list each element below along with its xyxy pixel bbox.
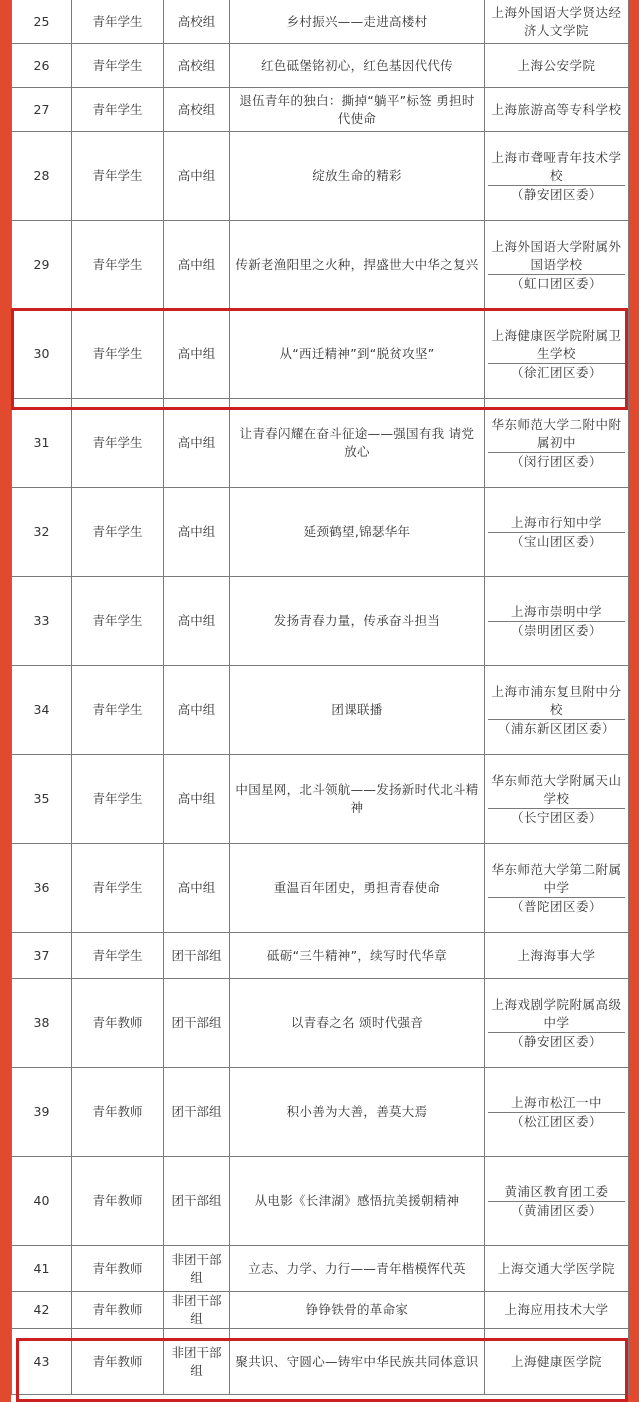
- cell-unit: [485, 577, 629, 666]
- cell-category: 青年教师: [72, 1292, 164, 1329]
- cell-category: 青年学生: [72, 44, 164, 88]
- cell-category: 青年学生: [72, 933, 164, 979]
- unit-school: 上海健康医学院附属卫生学校: [488, 327, 625, 364]
- cell-number: 37: [12, 933, 72, 979]
- cell-number: 31: [12, 399, 72, 488]
- cell-group: 高中组: [164, 755, 230, 844]
- cell-group: 高中组: [164, 221, 230, 310]
- cell-category: 青年教师: [72, 1157, 164, 1246]
- cell-number: 38: [12, 979, 72, 1068]
- cell-title: 立志、力学、力行——青年楷模恽代英: [230, 1246, 485, 1292]
- table-row: [12, 132, 629, 221]
- table-row: [12, 310, 629, 399]
- cell-category: 青年学生: [72, 666, 164, 755]
- table-row: [12, 221, 629, 310]
- table-row: [12, 755, 629, 844]
- cell-group: 高中组: [164, 577, 230, 666]
- cell-group: 高中组: [164, 666, 230, 755]
- cell-title: 团课联播: [230, 666, 485, 755]
- cell-number: 32: [12, 488, 72, 577]
- cell-category: 青年教师: [72, 1068, 164, 1157]
- unit-district: （静安团区委）: [510, 186, 602, 202]
- cell-unit: [485, 755, 629, 844]
- cell-title: 中国星网，北斗领航——发扬新时代北斗精神: [230, 755, 485, 844]
- cell-title: 以青春之名 颂时代强音: [230, 979, 485, 1068]
- unit-school: 华东师范大学二附中附属初中: [488, 416, 625, 453]
- cell-group: 高校组: [164, 0, 230, 44]
- cell-group: 非团干部组: [164, 1292, 230, 1329]
- cell-number: 43: [12, 1329, 72, 1395]
- cell-unit: [485, 666, 629, 755]
- cell-unit: 上海应用技术大学: [485, 1292, 629, 1329]
- unit-district: （徐汇团区委）: [510, 364, 602, 380]
- cell-group: 高校组: [164, 44, 230, 88]
- unit-school: 上海市浦东复旦附中分校: [488, 683, 625, 720]
- unit-district: （浦东新区团区委）: [497, 720, 615, 736]
- cell-title: 传新老渔阳里之火种，捍盛世大中华之复兴: [230, 221, 485, 310]
- cell-category: 青年学生: [72, 310, 164, 399]
- table-row: [12, 1329, 629, 1395]
- cell-unit: [485, 1068, 629, 1157]
- unit-school: 上海市行知中学: [488, 514, 625, 533]
- cell-title: 砥砺“三牛精神”，续写时代华章: [230, 933, 485, 979]
- cell-group: 高中组: [164, 310, 230, 399]
- results-table-sheet: [11, 0, 628, 1402]
- cell-number: 39: [12, 1068, 72, 1157]
- cell-title: 聚共识、守圆心—铸牢中华民族共同体意识: [230, 1329, 485, 1395]
- unit-district: （普陀团区委）: [510, 898, 602, 914]
- cell-unit: [485, 399, 629, 488]
- unit-school: 上海外国语大学附属外国语学校: [488, 238, 625, 275]
- cell-group: 非团干部组: [164, 1329, 230, 1395]
- unit-school: 上海戏剧学院附属高级中学: [488, 996, 625, 1033]
- table-row: [12, 844, 629, 933]
- cell-number: 34: [12, 666, 72, 755]
- table-row: [12, 1246, 629, 1292]
- cell-title: 绽放生命的精彩: [230, 132, 485, 221]
- cell-category: 青年教师: [72, 1329, 164, 1395]
- results-table: [11, 0, 629, 1395]
- table-row: [12, 979, 629, 1068]
- unit-school: 黄浦区教育团工委: [488, 1183, 625, 1202]
- cell-category: 青年学生: [72, 88, 164, 132]
- cell-number: 26: [12, 44, 72, 88]
- cell-title: 积小善为大善，善莫大焉: [230, 1068, 485, 1157]
- unit-school: 上海市松江一中: [488, 1094, 625, 1113]
- cell-category: 青年学生: [72, 132, 164, 221]
- cell-number: 41: [12, 1246, 72, 1292]
- cell-title: 重温百年团史，勇担青春使命: [230, 844, 485, 933]
- unit-school: 华东师范大学附属天山学校: [488, 772, 625, 809]
- unit-district: （崇明团区委）: [510, 622, 602, 638]
- cell-number: 29: [12, 221, 72, 310]
- table-row: [12, 399, 629, 488]
- cell-unit: 上海外国语大学贤达经济人文学院: [485, 0, 629, 44]
- table-row: [12, 933, 629, 979]
- cell-number: 27: [12, 88, 72, 132]
- unit-school: 上海市聋哑青年技术学校: [488, 149, 625, 186]
- unit-district: （虹口团区委）: [510, 275, 602, 291]
- table-row: [12, 0, 629, 44]
- cell-unit: 上海交通大学医学院: [485, 1246, 629, 1292]
- cell-unit: [485, 310, 629, 399]
- table-row: [12, 88, 629, 132]
- cell-group: 高中组: [164, 488, 230, 577]
- cell-group: 高中组: [164, 399, 230, 488]
- cell-unit: [485, 132, 629, 221]
- cell-unit: [485, 488, 629, 577]
- unit-district: （黄浦团区委）: [510, 1202, 602, 1218]
- cell-number: 36: [12, 844, 72, 933]
- cell-number: 42: [12, 1292, 72, 1329]
- cell-category: 青年学生: [72, 221, 164, 310]
- cell-unit: [485, 979, 629, 1068]
- table-row: [12, 488, 629, 577]
- cell-unit: 上海健康医学院: [485, 1329, 629, 1395]
- cell-unit: [485, 1157, 629, 1246]
- cell-group: 团干部组: [164, 1068, 230, 1157]
- cell-title: 退伍青年的独白：撕掉“躺平”标签 勇担时代使命: [230, 88, 485, 132]
- cell-category: 青年学生: [72, 488, 164, 577]
- table-row: [12, 1157, 629, 1246]
- unit-district: （闵行团区委）: [510, 453, 602, 469]
- cell-group: 团干部组: [164, 1157, 230, 1246]
- cell-title: 红色砥堡铭初心，红色基因代代传: [230, 44, 485, 88]
- cell-unit: [485, 221, 629, 310]
- cell-category: 青年学生: [72, 577, 164, 666]
- cell-number: 25: [12, 0, 72, 44]
- cell-group: 团干部组: [164, 933, 230, 979]
- cell-category: 青年教师: [72, 1246, 164, 1292]
- cell-number: 35: [12, 755, 72, 844]
- cell-unit: 上海旅游高等专科学校: [485, 88, 629, 132]
- unit-school: 上海市崇明中学: [488, 603, 625, 622]
- cell-title: 铮铮铁骨的革命家: [230, 1292, 485, 1329]
- cell-category: 青年学生: [72, 0, 164, 44]
- cell-group: 高中组: [164, 132, 230, 221]
- cell-unit: [485, 844, 629, 933]
- cell-number: 28: [12, 132, 72, 221]
- cell-group: 高中组: [164, 844, 230, 933]
- cell-category: 青年学生: [72, 399, 164, 488]
- cell-title: 延颈鹤望,锦瑟华年: [230, 488, 485, 577]
- cell-group: 非团干部组: [164, 1246, 230, 1292]
- cell-number: 30: [12, 310, 72, 399]
- results-table-body: [12, 0, 629, 1395]
- table-row: [12, 1292, 629, 1329]
- cell-number: 40: [12, 1157, 72, 1246]
- cell-number: 33: [12, 577, 72, 666]
- unit-district: （长宁团区委）: [510, 809, 602, 825]
- cell-title: 发扬青春力量，传承奋斗担当: [230, 577, 485, 666]
- cell-category: 青年学生: [72, 755, 164, 844]
- cell-category: 青年学生: [72, 844, 164, 933]
- unit-district: （松江团区委）: [510, 1113, 602, 1129]
- cell-title: 让青春闪耀在奋斗征途——强国有我 请党放心: [230, 399, 485, 488]
- unit-school: 华东师范大学第二附属中学: [488, 861, 625, 898]
- table-row: [12, 666, 629, 755]
- cell-unit: 上海海事大学: [485, 933, 629, 979]
- unit-district: （宝山团区委）: [510, 533, 602, 549]
- cell-title: 从电影《长津湖》感悟抗美援朝精神: [230, 1157, 485, 1246]
- cell-group: 高校组: [164, 88, 230, 132]
- table-row: [12, 1068, 629, 1157]
- table-row: [12, 577, 629, 666]
- cell-group: 团干部组: [164, 979, 230, 1068]
- cell-unit: 上海公安学院: [485, 44, 629, 88]
- cell-category: 青年教师: [72, 979, 164, 1068]
- cell-title: 乡村振兴——走进高楼村: [230, 0, 485, 44]
- cell-title: 从“西迁精神”到“脱贫攻坚”: [230, 310, 485, 399]
- unit-district: （静安团区委）: [510, 1033, 602, 1049]
- table-row: [12, 44, 629, 88]
